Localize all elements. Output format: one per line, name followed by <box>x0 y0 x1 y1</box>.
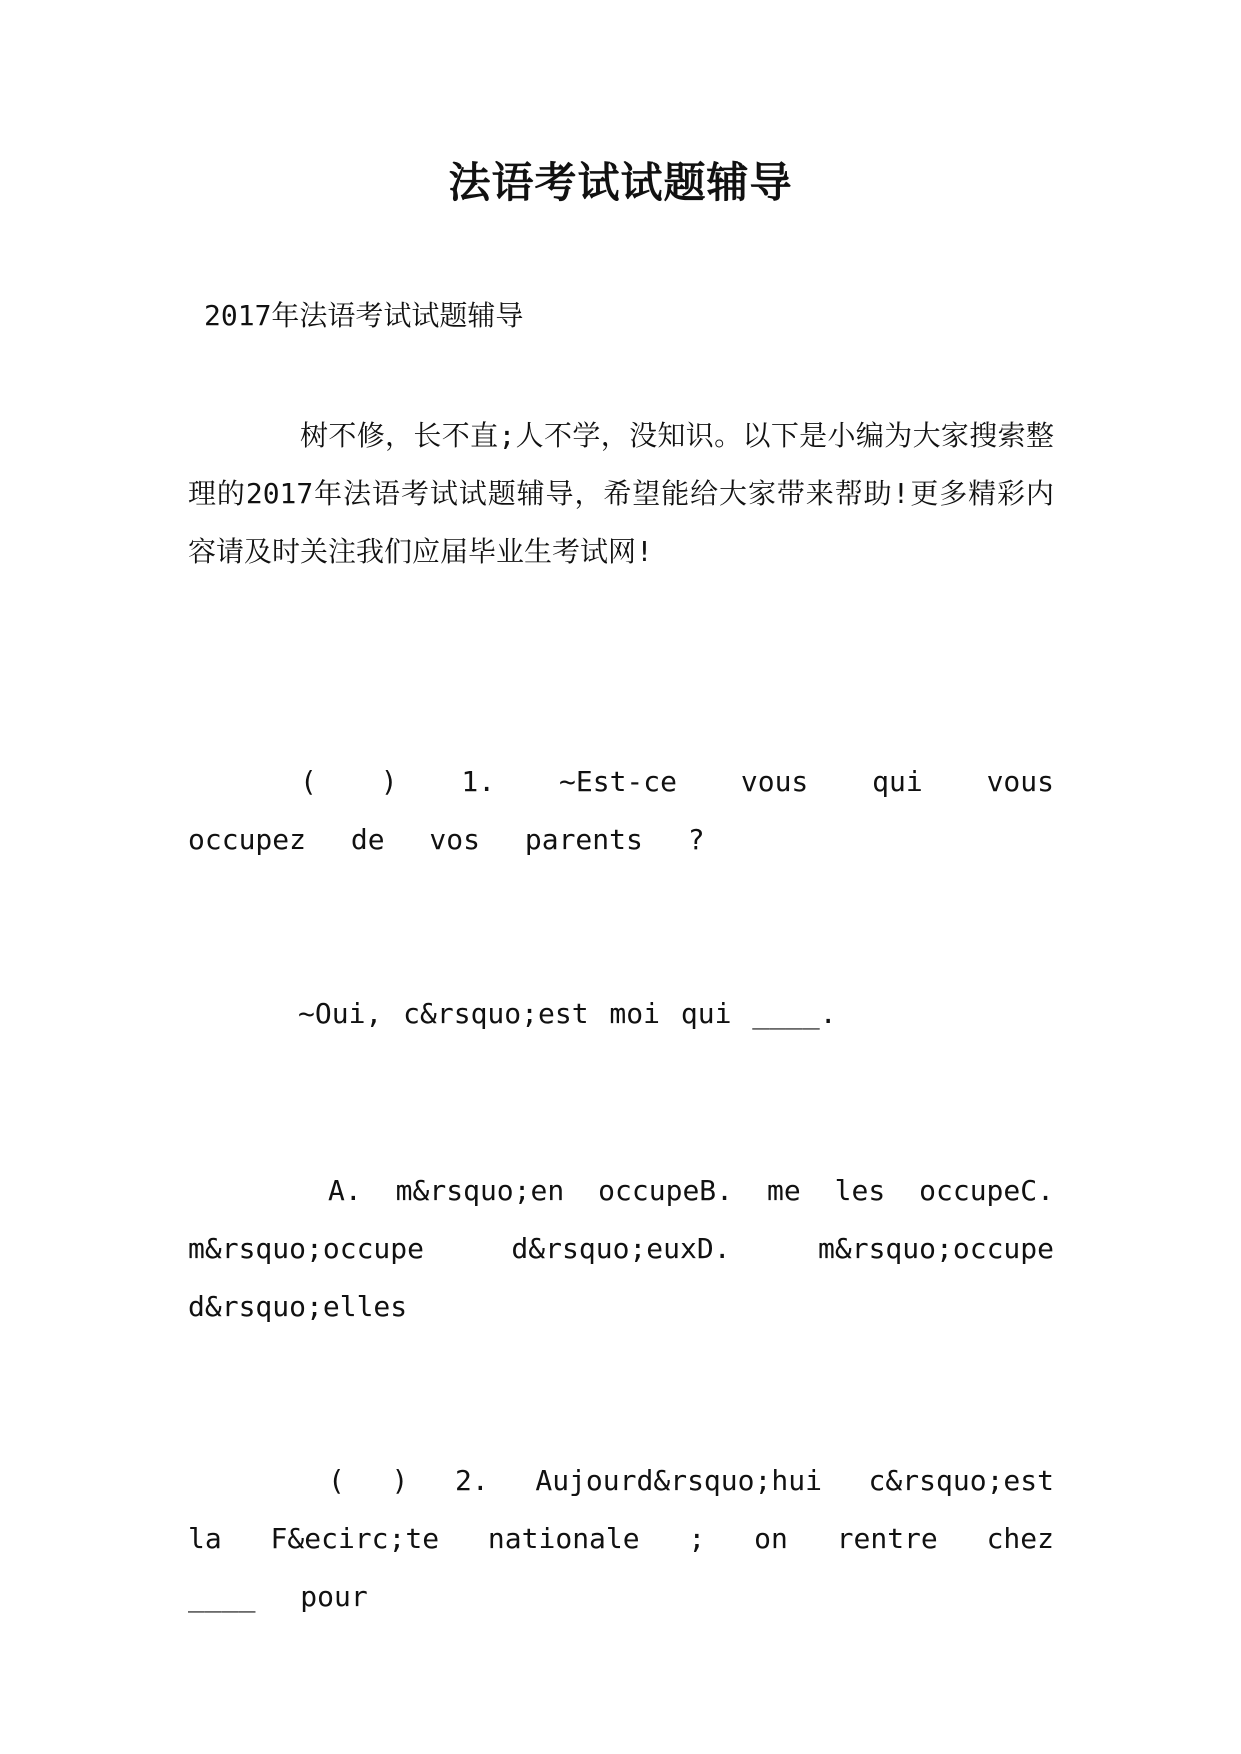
document-title: 法语考试试题辅导 <box>448 158 793 207</box>
question-2-stem: ( ) 2. Aujourd&rsquo;hui c&rsquo;est la F&ecirc;te nationale ; on rentre chez ____ pour <box>188 1464 1054 1613</box>
document-subtitle: 2017年法语考试试题辅导 <box>204 299 524 332</box>
question-1-options: A. m&rsquo;en occupeB. me les occupeC. m&rsquo;occupe d&rsquo;euxD. m&rsquo;occupe d&rsquo;elles <box>188 1174 1054 1323</box>
intro-paragraph: 树不修，长不直;人不学，没知识。以下是小编为大家搜索整理的2017年法语考试试题辅导，希望能给大家带来帮助!更多精彩内容请及时关注我们应届毕业生考试网! <box>188 419 1054 568</box>
question-1-answer-line: ~Oui, c&rsquo;est moi qui ____. <box>298 997 837 1030</box>
question-1-stem: ( ) 1. ~Est-ce vous qui vous occupez de vos parents ? <box>188 765 1054 856</box>
